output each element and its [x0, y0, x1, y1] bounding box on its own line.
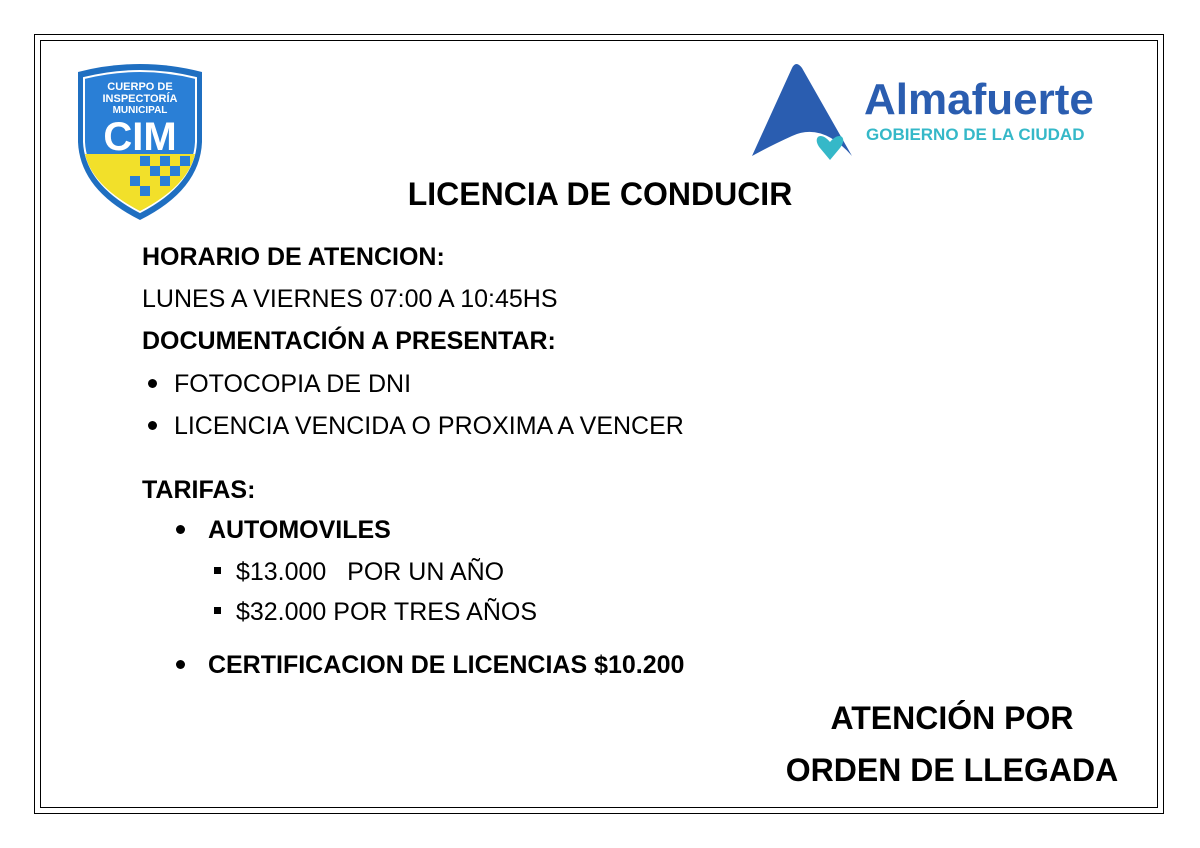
- tarifa-sub-label: $13.000 POR UN AÑO: [235, 558, 505, 586]
- tarifa-sub-item: [214, 558, 504, 587]
- tarifa-sub-label: $32.000 POR TRES AÑOS: [235, 598, 538, 626]
- cim-line1: CUERPO DE: [107, 81, 173, 93]
- almafuerte-name: Almafuerte: [864, 75, 1094, 124]
- footer-line1: ATENCIÓN POR: [830, 700, 1074, 736]
- certificacion-item: [176, 651, 684, 680]
- doc-list-item: [148, 370, 411, 399]
- doc-list-item: [148, 412, 684, 441]
- tarifa-sub-item: [214, 598, 537, 627]
- automoviles-item: [176, 516, 391, 545]
- doc-item-label: FOTOCOPIA DE DNI: [173, 370, 412, 398]
- automoviles-label: AUTOMOVILES: [207, 516, 391, 544]
- almafuerte-logo: [750, 60, 1130, 165]
- almafuerte-tagline: GOBIERNO DE LA CIUDAD: [866, 125, 1085, 144]
- cim-line2: INSPECTORÍA: [102, 93, 178, 105]
- certificacion-label: CERTIFICACION DE LICENCIAS $10.200: [207, 651, 685, 679]
- cim-line3: MUNICIPAL: [112, 105, 168, 116]
- bullet-icon: [148, 379, 157, 388]
- footer-line2: ORDEN DE LLEGADA: [785, 752, 1119, 788]
- tarifas-heading: TARIFAS:: [142, 476, 256, 504]
- bullet-icon: [176, 525, 185, 534]
- documentacion-heading: DOCUMENTACIÓN A PRESENTAR:: [142, 327, 556, 355]
- square-bullet-icon: [214, 607, 221, 614]
- horario-heading: HORARIO DE ATENCION:: [142, 243, 445, 271]
- horario-text: LUNES A VIERNES 07:00 A 10:45HS: [142, 285, 558, 313]
- doc-item-label: LICENCIA VENCIDA O PROXIMA A VENCER: [173, 412, 684, 440]
- page-title: LICENCIA DE CONDUCIR: [407, 176, 793, 212]
- cim-acronym: CIM: [103, 115, 177, 159]
- bullet-icon: [148, 421, 157, 430]
- bullet-icon: [176, 660, 185, 669]
- square-bullet-icon: [214, 567, 221, 574]
